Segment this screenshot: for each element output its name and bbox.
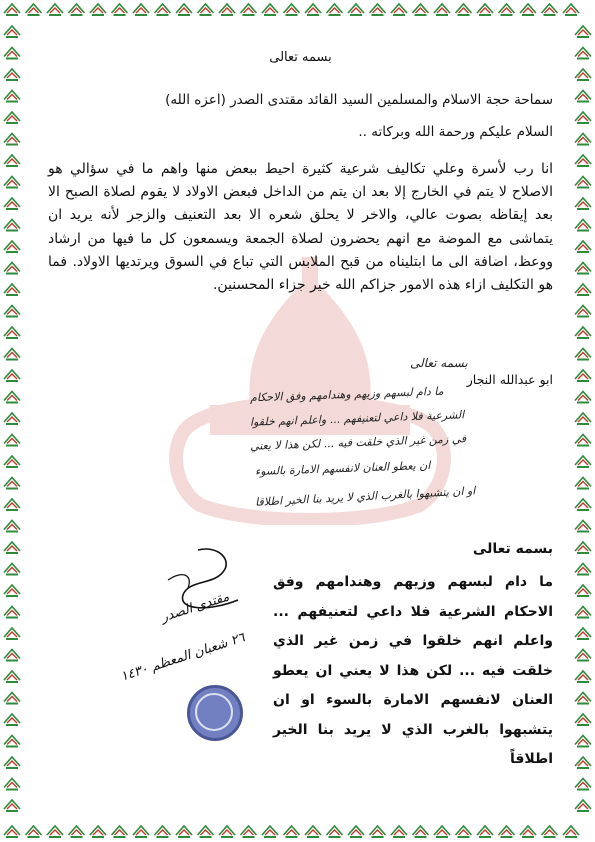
basmala-header: بسمه تعالى (269, 50, 332, 65)
recipient-line: سماحة حجة الاسلام والمسلمين السيد القائد مقتدى الصدر (اعزه الله) (165, 92, 553, 108)
handwritten-title: بسمه تعالى (410, 356, 468, 370)
letter-body: انا رب لأسرة وعلي تكاليف شرعية كثيرة احيط ببعض منها واهم ما في سؤالي هو الاصلاح لا يتم في الخارج إلا بعد ان يتم من الداخل فبعض الاولاد لا يقوم لصلاة الصبح الا بعد إيقاظه بصوت عالي، والاخر لا يحلق شعره الا بعد التعنيف والزجر لأنه يريد ان يتماشى مع الموضة مع انهم يحضرون لصلاة الجمعة ويسمعون كل ما فيها من ارشاد ووعظ، اضافة الى ما ابتليناه من قبح الملابس التي تباع في السوق ويرتديها الاولاد. فما هو التكليف ازاء هذه الامور جزاكم الله خير جزاء المحسنين. (48, 161, 553, 294)
official-seal (187, 685, 243, 741)
greeting-line: السلام عليكم ورحمة الله وبركاته .. (358, 124, 553, 140)
handwritten-line-1: ما دام لبسهم وزيهم وهندامهم وفق الاحكام (249, 384, 444, 405)
signature-date: ٢٦ شعبان المعظم ١٤٣٠ (118, 630, 247, 685)
typed-reply-body: ما دام لبسهم وزيهم وهندامهم وفق الاحكام الشرعية فلا داعي لتعنيفهم ... واعلم انهم خلقوا في زمن غير الذي خلقت فيه ... لكن هذا لا يعني ان يعطو العنان لانفسهم الامارة بالسوء او ان يتشبهوا بالغرب الذي لا يريد بنا الخير اطلاقاً (273, 574, 553, 767)
handwritten-line-5: او ان يتشبهوا بالغرب الذي لا يريد بنا الخير اطلاقا (254, 484, 476, 509)
sender-name: ابو عبدالله النجار (466, 372, 553, 387)
typed-reply-title: بسمه تعالى (472, 541, 553, 557)
handwritten-line-3: في زمن غير الذي خلقت فيه ... لكن هذا لا يعني (249, 432, 467, 453)
signature-name: مقتدى الصدر (159, 589, 232, 626)
handwritten-line-2: الشرعية فلا داعي لتعنيفهم ... واعلم انهم خلقوا (249, 408, 465, 429)
handwritten-line-4: ان يعطو العنان لانفسهم الامارة بالسوء (254, 458, 431, 479)
